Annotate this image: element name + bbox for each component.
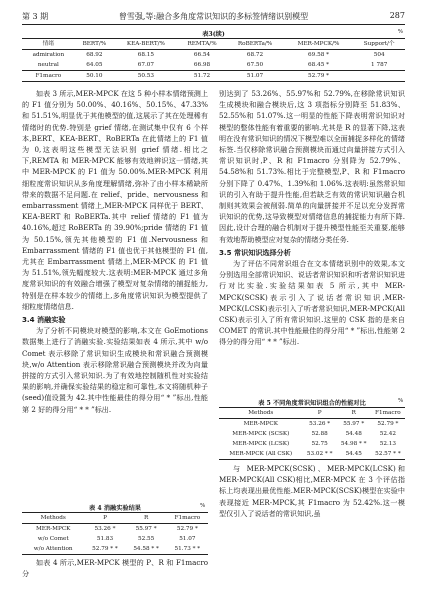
table-cell: 64.05 [86,62,103,68]
table-row [22,534,208,544]
table-cell: MER-MPCK [243,421,278,427]
table5-unit: % [398,398,404,404]
paragraph: 为了评估不同常识组合在文本情绪识别中的效果,本文分别选用全部常识知识、说话者常识知识和听者常识知识进行对比实验.实验结果如表 5 所示,其中 MER-MPCK(SCSK)表示引入了说话者常识知识,MER-MPCK(LCSK)表示引入了听者常识知识,MER-MPCK(All CSK)表示引入了所有常识知识.这里的 CSK 指的是来自 COMET 的常识.其中性能最佳的得分用“ * ”标出,性能第 2 得分的得分用“ * * ”标出. [219,259,405,347]
paragraph: 如表 3 所示,MER-MPCK 在这 5 种小样本情绪预测上的 F1 值分别为 50.00%、40.16%、50.15%、47.33%和 51.51%,明显优于其他模型的值,这展示了其在处理稀有情绪时的优势.特别是 grief 情绪,在测试集中仅有 6 个样本,BERT、KEA-BERT、RoBERTa 在此情绪上的 F1 值为 0,这表明这些模型无法识别 grief 情绪.相比之下,REMTA 和 MER-MPCK 能够有效地辨识这一情绪,其中 MER-MPCK 的 F1 值为 50.00%.MER-MPCK 利用细粒度常识知识从多角度理解情绪,弥补了由小样本稀缺所带来的数据不足问题.在 relief、pride、nervousness 和 embarrassment 情绪上,MER-MPCK 同样优于 BERT、KEA-BERT 和 RoBERTa.其中 relief 情绪的 F1 值为 40.16%,超过 RoBERTa 的 39.90%;pride 情绪的 F1 值为 50.15%,领先其他模型的 F1 值.Nervousness 和 Embarrassment 情绪的 F1 值也优于其他模型的 F1 值,尤其在 Embarrassment 情绪上,MER-MPCK 的 F1 值为 51.51%,领先幅度较大.这表明:MER-MPCK 通过多角度常识知识的有效融合增强了模型对复杂情绪的捕捉能力,特别是在样本较少的情绪上,多角度常识知识为模型提供了细粒度情绪信息. [22,89,208,311]
table-cell: 66.54 [193,52,211,58]
running-header [22,9,405,23]
table-cell: MER-MPCK (LCSK) [232,441,290,447]
paragraph: 如表 4 所示,MER-MPCK 模型的 P、R 和 F1macro 分 [22,558,208,579]
table4-header-row [22,513,208,524]
table-cell: 67.50 [246,62,264,68]
table-cell: 52.75 [311,441,328,447]
table-cell: 52.79 * [176,526,198,532]
table-cell: MER-MPCK [35,526,71,532]
table-cell: F1macro [35,73,62,79]
table-cell: w/o Comet [37,536,69,542]
header-rule [22,24,405,25]
table3-header: REMTA/% [187,41,217,47]
table-cell: 50.10 [86,73,103,79]
table-cell: 54.45 [345,451,362,457]
table-cell: 66.98 [193,62,211,68]
table-row [22,50,405,61]
table4-unit: % [200,503,206,509]
table-cell: 52.42 [379,431,397,437]
table-cell: 50.53 [137,73,155,79]
right-column-tail [219,463,405,519]
paragraph: 与 MER-MPCK(SCSK)、MER-MPCK(LCSK)和 MER-MPCK(All CSK)相比,MER-MPCK 在 3 个评估指标上均表现出最优性能.MER-MPCK(SCSK)模型在实验中表现接近 MER-MPCK,其 F1macro 为 52.42%.这一模型仅引入了说话者的常识知识,虽 [219,464,405,518]
table5 [219,407,405,460]
table-cell [353,71,405,82]
table-cell: 67.07 [137,62,155,68]
table-cell: 53.02 * * [306,451,333,457]
table-cell: neutral [37,62,59,68]
table5-header: R [351,410,356,416]
table-cell: admiration [32,52,65,58]
table-cell: 52.88 [311,431,328,437]
running-title: 曾雪强,等:融合多角度常识知识的多标签情绪识别模型 [118,12,309,21]
table-cell: 51.83 [96,536,114,542]
table5-header: F1macro [375,410,401,416]
table4-header: R [143,515,149,521]
table5-header: Methods [248,410,274,416]
table-cell: 52.13 [379,441,397,447]
table4 [22,512,208,555]
table-cell: 55.97 * [343,421,365,427]
table-row [219,419,405,430]
table3-header: 情绪 [42,41,55,47]
table-row [22,71,405,82]
paragraph: 为了分析不同模块对模型的影响,本文在 GoEmotions 数据集上进行了消融实验.实验结果如表 4 所示,其中 w/o Comet 表示移除了常识知识生成模块和常识融合预测模块,w/o Attention 表示移除常识融合预测模块并改为向量拼接的方式引入常识知识.为了有效地控制随机性对实验结果的影响,并确保实验结果的稳定和可靠性,本文将随机种子(seed)值设置为 42.其中性能最佳的得分用“ * ”标出,性能第 2 好的得分用“ * * ”标出. [22,326,208,414]
table-cell: 51.07 [246,73,264,79]
issue-number: 第 3 期 [22,12,49,21]
table-cell: 68.45 * [308,62,329,68]
left-column-tail [22,557,208,579]
table-cell: 52.79 * * [92,546,118,552]
table4-header: Methods [40,515,66,521]
table3-header: Support/个 [363,41,395,47]
table-row [219,449,405,460]
paragraph: 别达到了 53.26%、55.97%和 52.79%,在移除常识知识生成模块和融合模块后,这 3 项指标分别降至 51.83%、52.55%和 51.07%.这一明显的性能下降表明常识知识对模型的整体性能有着重要的影响.尤其是 R 的显著下降,这表明在没有常识知识的情况下模型难以全面捕捉多样化的情绪标签.当仅移除常识融合预测模块而通过向量拼接方式引入常识知识时,P、R 和 F1macro 分别降为 52.79%、54.58%和 51.73%.相比于完整模型,P、R 和 F1macro 分别下降了 0.47%、1.39%和 1.06%.这表明:虽然常识知识的引入有助于提升性能,但若缺乏有效的常识知识融合机制则其效果会被削弱.简单的向量拼接并不足以充分发挥常识知识的优势,这导致模型对情绪信息的捕捉能力有所下降.因此,设计合理的融合机制对于提升模型性能至关重要,能够有效地帮助模型应对复杂的情绪分类任务. [219,89,405,244]
table5-header: P [317,410,322,416]
table4-header: P [103,515,107,521]
page-number: 287 [389,11,405,20]
table-cell: 54.58 * * [133,546,159,552]
table-cell: 53.26 * [94,526,116,532]
table-cell: 69.58 * [308,52,329,58]
table-row [22,60,405,71]
table4-caption: 表 4 消融实验结果 [89,505,141,512]
table-cell: 54.48 [345,431,362,437]
table-cell: 51.07 [179,536,196,542]
table3-header: MER-MPCK/% [297,41,340,47]
table3-caption: 表3(续) [202,31,225,38]
table-row [219,429,405,439]
table5-caption: 表 5 不同角度常识知识组合的性能对比 [258,400,366,407]
right-column [219,88,405,348]
table3-header: RoBERTa/% [237,41,273,47]
table3-header: BERT/% [82,41,107,47]
table-row [22,524,208,535]
table-cell: 68.92 [86,52,103,58]
table-cell: 51.73 * * [174,546,201,552]
table3-header: KEA-BERT/% [126,41,165,47]
table-cell: 52.55 [137,536,155,542]
table-cell: 51.72 [193,73,211,79]
table-cell: 53.26 * [309,421,331,427]
table-cell: 52.57 * * [375,451,401,457]
section-heading-3-4: 3.4 消融实验 [22,315,66,325]
table-cell: 54.98 * * [340,441,367,447]
table-cell: 52.79 * [377,421,399,427]
table3-header-row [22,39,405,50]
table3-unit: % [397,29,403,35]
table-cell: MER-MPCK (All CSK) [229,451,293,457]
table-cell: MER-MPCK (SCSK) [232,431,290,437]
table-cell: 55.97 * [135,526,157,532]
table3 [22,38,405,82]
table-cell: 68.15 [137,52,155,58]
table-row [22,544,208,555]
table-cell: 68.72 [246,52,264,58]
section-heading-3-5: 3.5 常识知识选择分析 [219,247,291,257]
table-cell: 1 787 [371,62,388,68]
table5-header-row [219,408,405,419]
table-cell: 504 [373,52,385,58]
table-cell: w/o Attention [33,546,73,552]
table4-header: F1macro [174,515,201,521]
left-column [22,88,208,415]
table-cell: 52.79 * [308,73,329,79]
table-row [219,439,405,449]
